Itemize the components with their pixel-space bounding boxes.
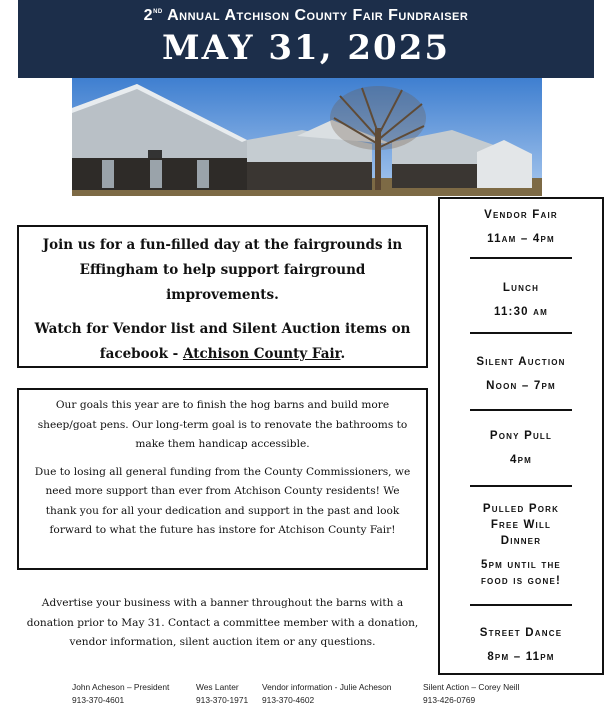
facebook-note-prefix: Watch for Vendor list and Silent Auction items on facebook - [34,321,411,362]
fairground-photo [72,78,542,196]
intro-text: Join us for a fun-filled day at the fairgrounds in Effingham to help support fairground improvements. [42,237,403,303]
event-title [18,5,594,25]
event-date: MAY 31, 2025 [161,28,451,68]
contact-wes-lanter [196,681,248,707]
schedule-time: Noon – 7pm [486,380,556,392]
contact-phone: 913-370-1971 [196,695,249,705]
schedule-divider [470,604,572,606]
contact-phone: 913-426-0769 [423,695,476,705]
contact-vendor-info [262,681,391,707]
schedule-time: 4pm [510,454,532,466]
ordinal-number: 2 [143,7,154,24]
schedule-item-street-dance [440,625,602,665]
contact-label: Wes Lanter [196,682,239,692]
schedule-item-silent-auction [440,354,602,394]
schedule-panel [438,197,604,675]
schedule-title-line: Dinner [500,535,542,547]
schedule-title: Street Dance [479,627,563,639]
contact-president [72,681,169,707]
schedule-title-line: Free Will [490,519,552,531]
title-text: Annual Atchison County Fair Fundraiser [167,7,469,24]
facebook-link[interactable]: Atchison County Fair [182,346,341,362]
schedule-item-vendor-fair [440,207,602,247]
schedule-time-line: 5pm until the [481,559,561,571]
contact-phone: 913-370-4602 [262,695,315,705]
schedule-time: 8pm – 11pm [487,651,555,663]
ordinal-suffix: nd [153,5,163,15]
schedule-title-line: Pulled Pork [482,503,560,515]
contact-phone: 913-370-4601 [72,695,125,705]
contact-label: Silent Action – Corey Neill [423,682,520,692]
goals-paragraph: Our goals this year are to finish the hog barns and build more sheep/goat pens. Our long-term goal is to renovate the bathrooms to make them handicap accessible. [37,399,408,450]
funding-paragraph: Due to losing all general funding from the County Commissioners, we need more support than ever from Atchison County residents! We thank you for all your dedication and support in the past and look forward to what the future has instore for Atchison County Fair! [34,465,411,536]
contact-silent-auction [423,681,519,707]
schedule-item-lunch [440,280,602,320]
schedule-time: 11:30 am [493,306,548,318]
schedule-divider [470,332,572,334]
schedule-divider [470,257,572,259]
schedule-time-line: food is gone! [480,575,562,587]
schedule-item-pulled-pork-dinner [440,501,602,589]
contact-label: John Acheson – President [72,682,170,692]
schedule-divider [470,409,572,411]
schedule-item-pony-pull [440,428,602,468]
schedule-time: 11am – 4pm [487,233,555,245]
schedule-title: Pony Pull [489,430,553,442]
facebook-note-suffix: . [340,346,346,362]
schedule-title: Vendor Fair [484,209,558,221]
header-banner [18,0,594,78]
facebook-note [29,317,416,367]
schedule-title: Silent Auction [476,356,566,368]
barn-illustration [72,78,542,196]
schedule-divider [470,485,572,487]
goals-box [17,388,428,570]
schedule-title: Lunch [502,282,540,294]
advertise-text: Advertise your business with a banner throughout the barns with a donation prior to May 31. Contact a committee member with a donation, vendor information, silent auction item or any questions. [26,597,419,648]
intro-box [17,225,428,368]
contact-label: Vendor information - Julie Acheson [262,682,392,692]
